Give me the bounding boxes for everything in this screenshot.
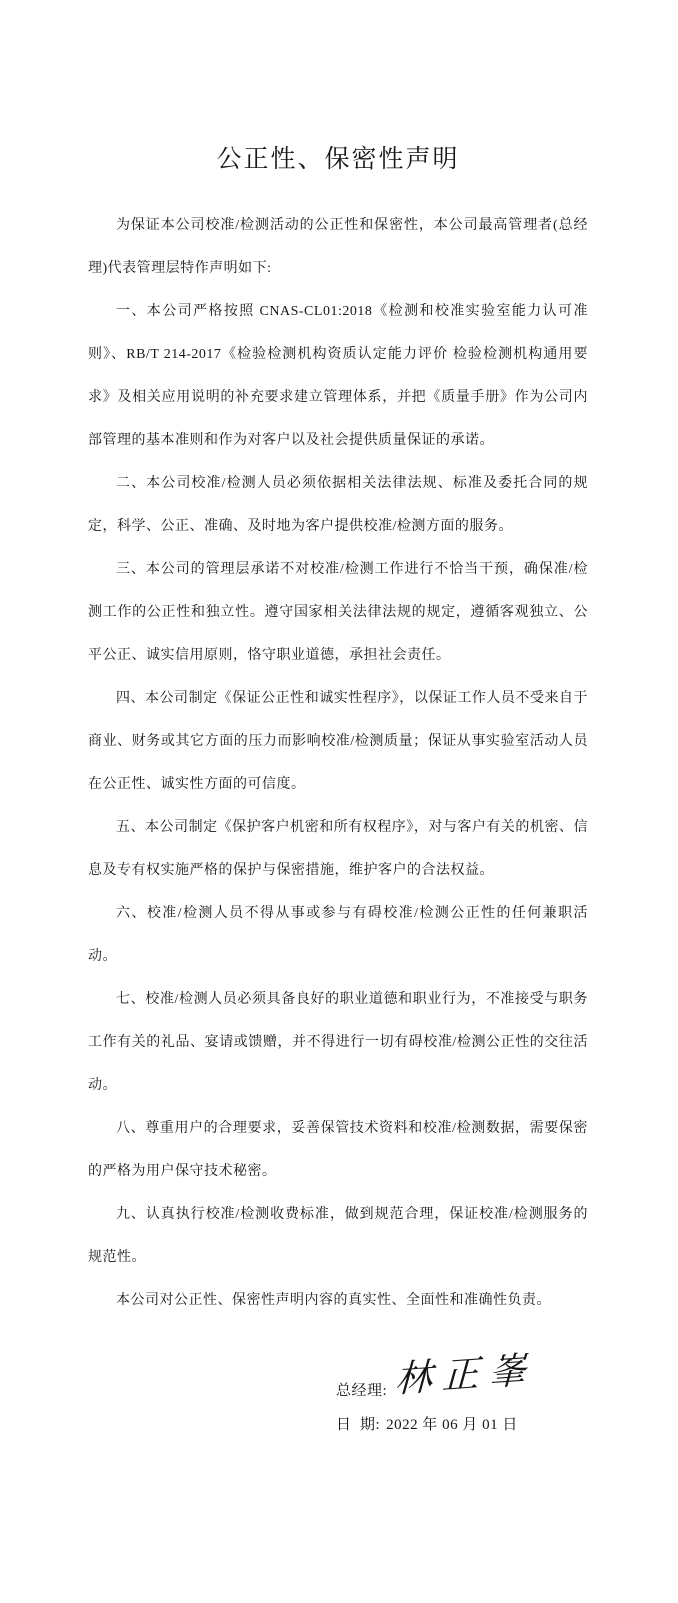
date-row [336,1413,566,1434]
closing-statement: 本公司对公正性、保密性声明内容的真实性、全面性和准确性负责。 [116,1293,551,1308]
general-manager-label: 总经理: [336,1383,388,1399]
statement-paragraph-8: 八、尊重用户的合理要求，妥善保管技术资料和校准/检测数据，需要保密的严格为用户保守技术秘密。 [88,1121,588,1179]
statement-paragraph-9: 九、认真执行校准/检测收费标准，做到规范合理，保证校准/检测服务的规范性。 [88,1207,588,1265]
signature-block [336,1348,566,1434]
statement-paragraph-6: 六、校准/检测人员不得从事或参与有碍校准/检测公正性的任何兼职活动。 [88,906,588,964]
statement-paragraph-3: 三、本公司的管理层承诺不对校准/检测工作进行不恰当干预，确保准/检测工作的公正性和独立性。遵守国家相关法律法规的规定，遵循客观独立、公平公正、诚实信用原则，恪守职业道德，承担社会责任。 [88,562,588,663]
statement-paragraph-2: 二、本公司校准/检测人员必须依据相关法律法规、标准及委托合同的规定，科学、公正、准确、及时地为客户提供校准/检测方面的服务。 [88,476,588,534]
signature-row [336,1348,566,1400]
handwritten-signature: 林正峯 [394,1350,537,1402]
statement-paragraph-1: 一、本公司严格按照 CNAS-CL01:2018《检测和校准实验室能力认可准则》、RB/T 214-2017《检验检测机构资质认定能力评价 检验检测机构通用要求》及相关应用说明的补充要求建立管理体系，并把《质量手册》作为公司内部管理的基本准则和作为对客户以及社会提供质量保证的承诺。 [88,304,588,448]
intro-paragraph: 为保证本公司校准/检测活动的公正性和保密性，本公司最高管理者(总经理)代表管理层特作声明如下: [88,218,588,276]
date-value: 2022 年 06 月 01 日 [386,1417,518,1433]
document-body [88,204,588,1322]
statement-paragraph-5: 五、本公司制定《保护客户机密和所有权程序》，对与客户有关的机密、信息及专有权实施严格的保护与保密措施，维护客户的合法权益。 [88,820,588,878]
date-label: 日 期: [336,1417,381,1433]
statement-paragraph-4: 四、本公司制定《保证公正性和诚实性程序》，以保证工作人员不受来自于商业、财务或其它方面的压力而影响校准/检测质量；保证从事实验室活动人员在公正性、诚实性方面的可信度。 [88,691,588,792]
document-title: 公正性、保密性声明 [216,146,460,173]
statement-paragraph-7: 七、校准/检测人员必须具备良好的职业道德和职业行为，不准接受与职务工作有关的礼品、宴请或馈赠，并不得进行一切有碍校准/检测公正性的交往活动。 [88,992,588,1093]
